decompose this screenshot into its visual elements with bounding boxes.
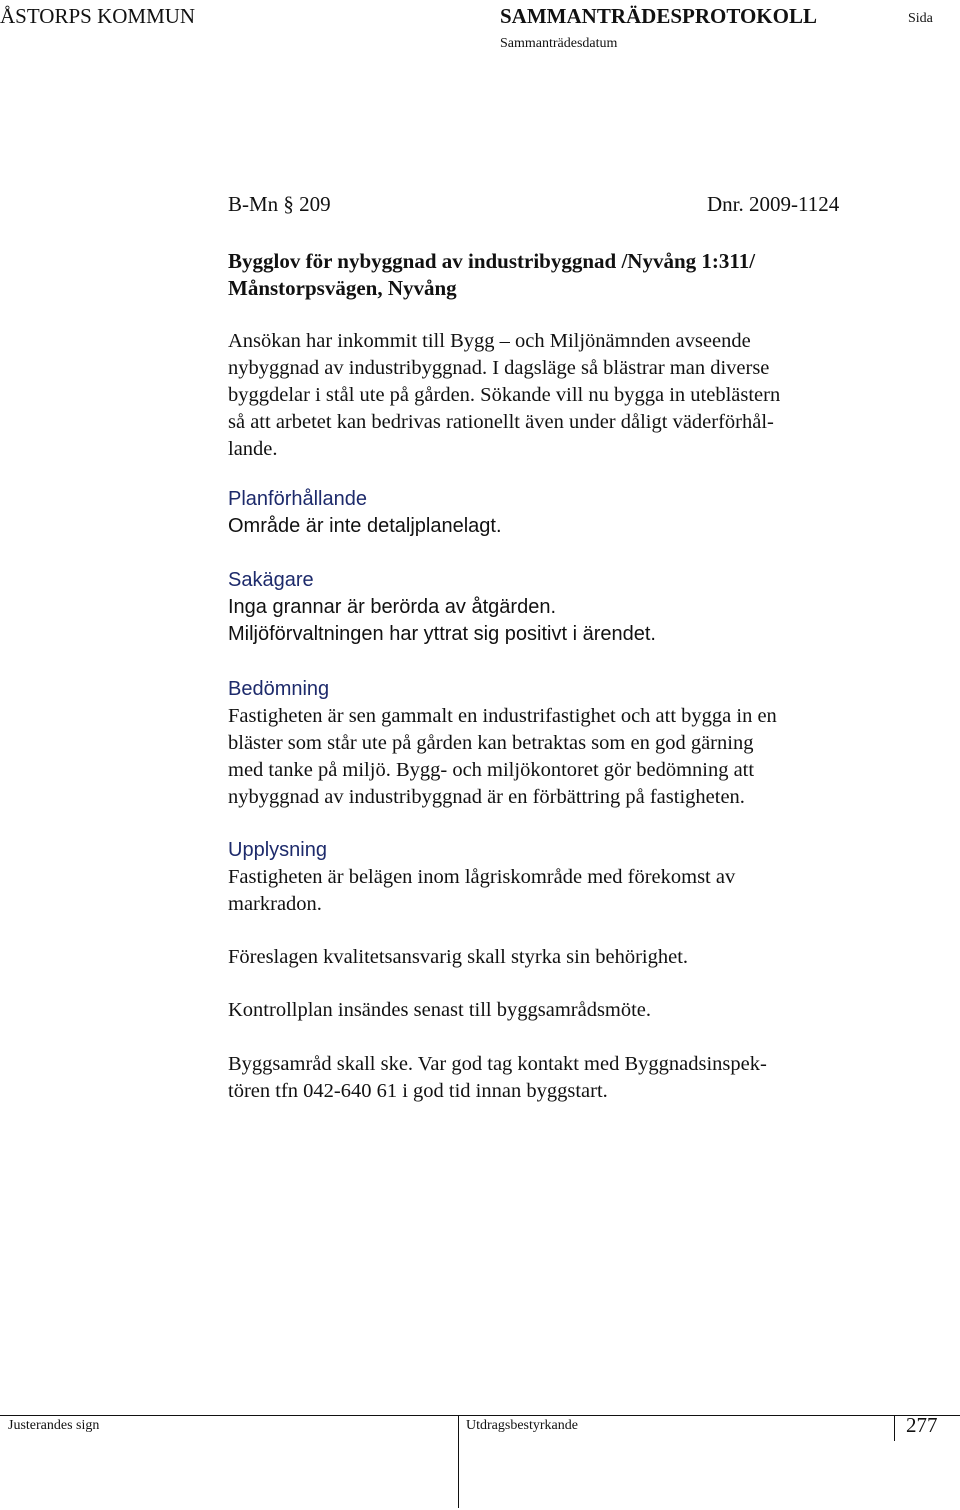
case-title-line: Bygglov för nybyggnad av industribyggnad /Nyvång 1:311/ — [228, 249, 756, 273]
section-heading: Planförhållande — [228, 488, 367, 510]
consultation-line: tören tfn 042-640 61 i god tid innan byggstart. — [228, 1080, 608, 1102]
footer-page-number: 277 — [906, 1413, 938, 1437]
bedomning-line: med tanke på miljö. Bygg- och miljökontoret gör bedömning att — [228, 759, 755, 781]
quality-line: Föreslagen kvalitetsansvarig skall styrka sin behörighet. — [228, 946, 689, 968]
section-upplysning-heading-block — [228, 837, 868, 864]
intro-line: lande. — [228, 438, 278, 460]
bedomning-line: bläster som står ute på gården kan betraktas som en god gärning — [228, 732, 754, 754]
intro-line: byggdelar i stål ute på gården. Sökande vill nu bygga in uteblästern — [228, 384, 781, 406]
section-line: Område är inte detaljplanelagt. — [228, 515, 502, 537]
upplysning-line: markradon. — [228, 893, 322, 915]
section-heading: Sakägare — [228, 569, 314, 591]
bedomning-paragraph — [228, 703, 868, 811]
footer-column-divider — [458, 1415, 459, 1508]
intro-line: så att arbetet kan bedrivas rationellt även under dåligt väderförhål- — [228, 411, 774, 433]
upplysning-line: Fastigheten är belägen inom lågriskområde med förekomst av — [228, 866, 736, 888]
case-title-line: Månstorpsvägen, Nyvång — [228, 276, 457, 300]
case-number: Dnr. 2009-1124 — [707, 192, 840, 216]
consultation-line: Byggsamråd skall ske. Var god tag kontakt med Byggnadsinspek- — [228, 1053, 767, 1075]
intro-line: nybyggnad av industribyggnad. I dagsläge så blästrar man diverse — [228, 357, 770, 379]
upplysning-paragraph — [228, 864, 868, 918]
control-plan-line: Kontrollplan insändes senast till byggsamrådsmöte. — [228, 999, 652, 1021]
page-label: Sida — [908, 11, 933, 26]
section-sakagare — [228, 567, 868, 648]
section-heading: Upplysning — [228, 839, 327, 861]
bedomning-line: nybyggnad av industribyggnad är en förbättring på fastigheten. — [228, 786, 745, 808]
intro-line: Ansökan har inkommit till Bygg – och Miljönämnden avseende — [228, 330, 751, 352]
section-planforhallande — [228, 486, 868, 540]
control-plan-note — [228, 997, 868, 1024]
intro-paragraph — [228, 328, 868, 463]
meeting-date-label: Sammanträdesdatum — [500, 36, 618, 51]
section-heading: Bedömning — [228, 678, 330, 700]
footer-divider — [0, 1415, 960, 1416]
section-bedomning-heading-block — [228, 676, 868, 703]
footer-utdragsbestyrkande: Utdragsbestyrkande — [466, 1418, 578, 1433]
bedomning-line: Fastigheten är sen gammalt en industrifastighet och att bygga in en — [228, 705, 777, 727]
section-line: Inga grannar är berörda av åtgärden. — [228, 596, 556, 618]
consultation-note — [228, 1051, 868, 1105]
section-line: Miljöförvaltningen har yttrat sig positivt i ärendet. — [228, 623, 656, 645]
quality-note — [228, 944, 868, 971]
footer-column-divider — [894, 1415, 895, 1441]
paragraph-reference: B-Mn § 209 — [228, 192, 331, 216]
case-title — [228, 248, 868, 302]
document-type-title: SAMMANTRÄDESPROTOKOLL — [500, 4, 817, 28]
organization-name: ÅSTORPS KOMMUN — [0, 4, 196, 28]
footer-justerandes-sign: Justerandes sign — [8, 1418, 100, 1433]
